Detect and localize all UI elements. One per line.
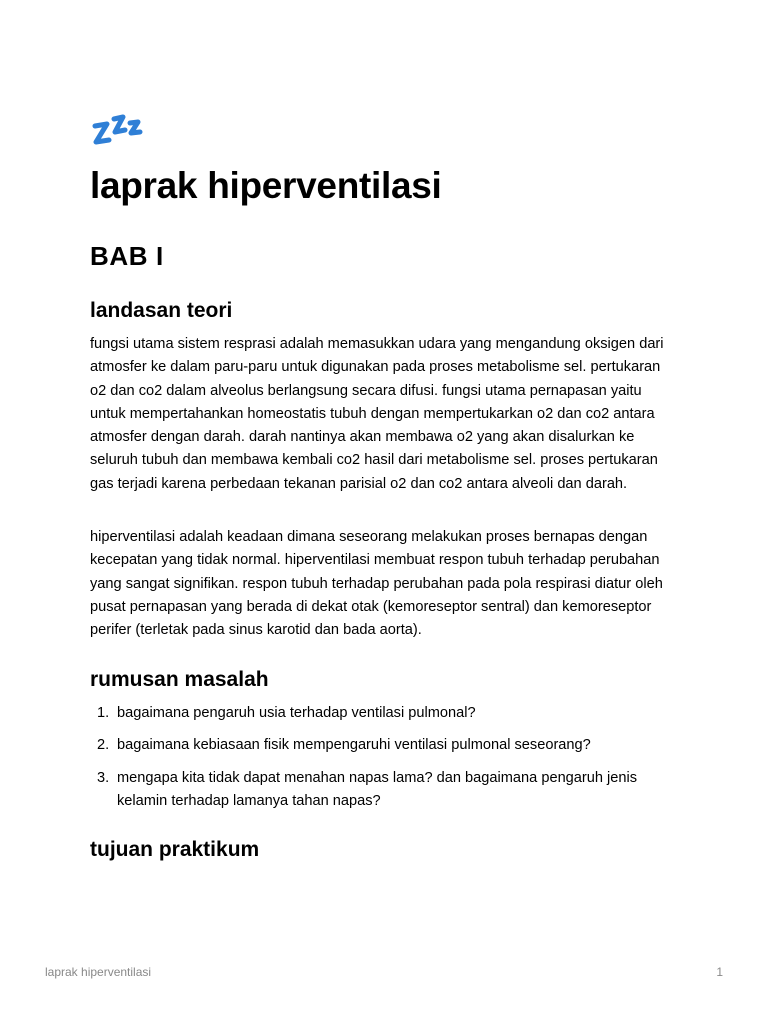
heading-landasan-teori: landasan teori	[90, 299, 233, 322]
list-number: 3.	[97, 769, 110, 786]
paragraph-landasan-2: hiperventilasi adalah keadaan dimana seseorang melakukan proses bernapas dengan kecepatan yang tidak normal. hiperventilasi membuat respon tubuh terhadap perubahan yang sangat signifikan. respon tubuh terhadap perubahan pada pola respirasi diatur oleh pusat pernapasan yang berada di dekat otak (kemoreseptor sentral) dan kemoreseptor perifer (terletak pada sinus karotid dan bada aorta).	[90, 529, 663, 639]
list-item-text: bagaimana kebiasaan fisik mempengaruhi ventilasi pulmonal seseorang?	[117, 737, 591, 754]
document-title: laprak hiperventilasi	[90, 165, 442, 206]
list-item	[90, 702, 680, 725]
section-heading-bab: BAB I	[90, 241, 164, 271]
sleeping-zzz-icon	[90, 106, 148, 150]
paragraph-landasan-1: fungsi utama sistem resprasi adalah memasukkan udara yang mengandung oksigen dari atmosfer ke dalam paru-paru untuk digunakan pada proses metabolisme sel. pertukaran o2 dan co2 dalam alveolus berlangsung secara difusi. fungsi utama pernapasan yaitu untuk mempertahankan homeostatis tubuh dengan mempertukarkan o2 dan co2 antara atmosfer dengan darah. darah nantinya akan membawa o2 yang akan disalurkan ke seluruh tubuh dan membawa kembali co2 hasil dari metabolisme sel. proses pertukaran gas terjadi karena perbedaan tekanan parisial o2 dan co2 antara alveoli dan darah.	[90, 336, 664, 492]
list-item-text: mengapa kita tidak dapat menahan napas lama? dan bagaimana pengaruh jenis kelamin terhadap lamanya tahan napas?	[117, 769, 638, 809]
rumusan-list	[90, 702, 680, 822]
list-number: 1.	[97, 705, 110, 721]
footer-document-title: laprak hiperventilasi	[45, 965, 152, 979]
heading-rumusan-masalah: rumusan masalah	[90, 668, 269, 691]
footer-page-number: 1	[716, 965, 723, 979]
list-number: 2.	[97, 737, 110, 754]
list-item	[90, 734, 680, 757]
heading-tujuan-praktikum: tujuan praktikum	[90, 838, 260, 861]
list-item-text: bagaimana pengaruh usia terhadap ventilasi pulmonal?	[117, 705, 476, 721]
list-item	[90, 767, 680, 814]
